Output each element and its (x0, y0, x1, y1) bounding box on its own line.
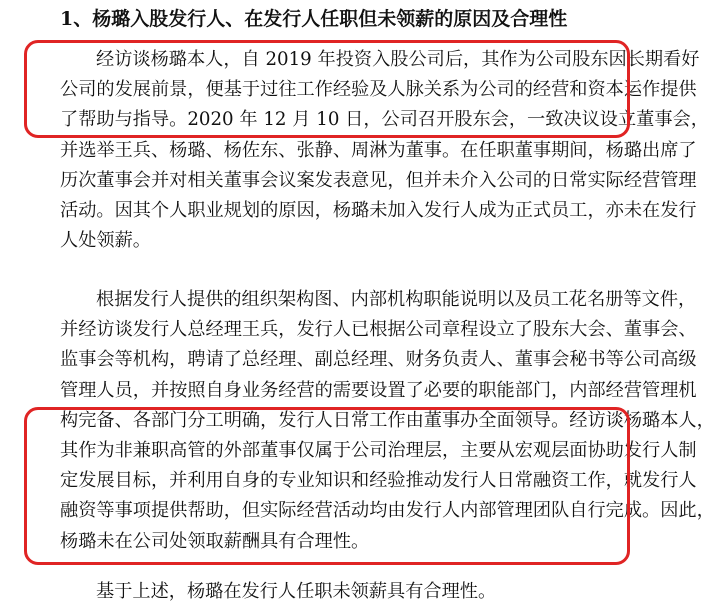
paragraph-2-line: 管理人员，并按照自身业务经营的需要设置了必要的职能部门，内部经营管理机 (60, 379, 697, 401)
paragraph-1-line: 人处领薪。 (60, 230, 151, 252)
paragraph-2-line: 其作为非兼职高管的外部董事仅属于公司治理层，主要从宏观层面协助发行人制 (60, 439, 697, 461)
paragraph-2-line: 定发展目标，并利用自身的专业知识和经验推动发行人日常融资工作，就发行人 (60, 470, 697, 492)
paragraph-3 (60, 577, 620, 607)
paragraph-2 (60, 285, 715, 557)
paragraph-1 (60, 45, 709, 256)
section-heading: 1、杨璐入股发行人、在发行人任职但未领薪的原因及合理性 (60, 8, 568, 30)
paragraph-1-line: 历次董事会并对相关董事会议案发表意见，但并未介入公司的日常实际经营管理 (60, 169, 697, 191)
paragraph-1-line: 并选举王兵、杨璐、杨佐东、张静、周淋为董事。在任职董事期间，杨璐出席了 (60, 139, 697, 161)
paragraph-3-line: 基于上述，杨璐在发行人任职未领薪具有合理性。 (96, 581, 497, 602)
paragraph-1-line: 了帮助与指导。2020 年 12 月 10 日，公司召开股东会，一致决议设立董事会， (60, 109, 709, 131)
paragraph-2-line: 并经访谈发行人总经理王兵，发行人已根据公司章程设立了股东大会、董事会、 (60, 319, 697, 341)
paragraph-2-line: 杨璐未在公司处领取薪酬具有合理性。 (60, 530, 370, 552)
paragraph-1-line: 公司的发展前景，便基于过往工作经验及人脉关系为公司的经营和资本运作提供 (60, 79, 697, 101)
paragraph-2-line: 构完备、各部门分工明确，发行人日常工作由董事办全面领导。经访谈杨璐本人， (60, 409, 715, 431)
paragraph-2-line: 融资等事项提供帮助，但实际经营活动均由发行人内部管理团队自行完成。因此， (60, 500, 715, 522)
paragraph-1-line: 活动。因其个人职业规划的原因，杨璐未加入发行人成为正式员工，亦未在发行 (60, 199, 697, 221)
paragraph-1-line: 经访谈杨璐本人，自 2019 年投资入股公司后，其作为公司股东因长期看好 (96, 49, 700, 70)
paragraph-2-line: 根据发行人提供的组织架构图、内部机构职能说明以及员工花名册等文件， (96, 289, 697, 310)
paragraph-2-line: 监事会等机构，聘请了总经理、副总经理、财务负责人、董事会秘书等公司高级 (60, 349, 697, 371)
